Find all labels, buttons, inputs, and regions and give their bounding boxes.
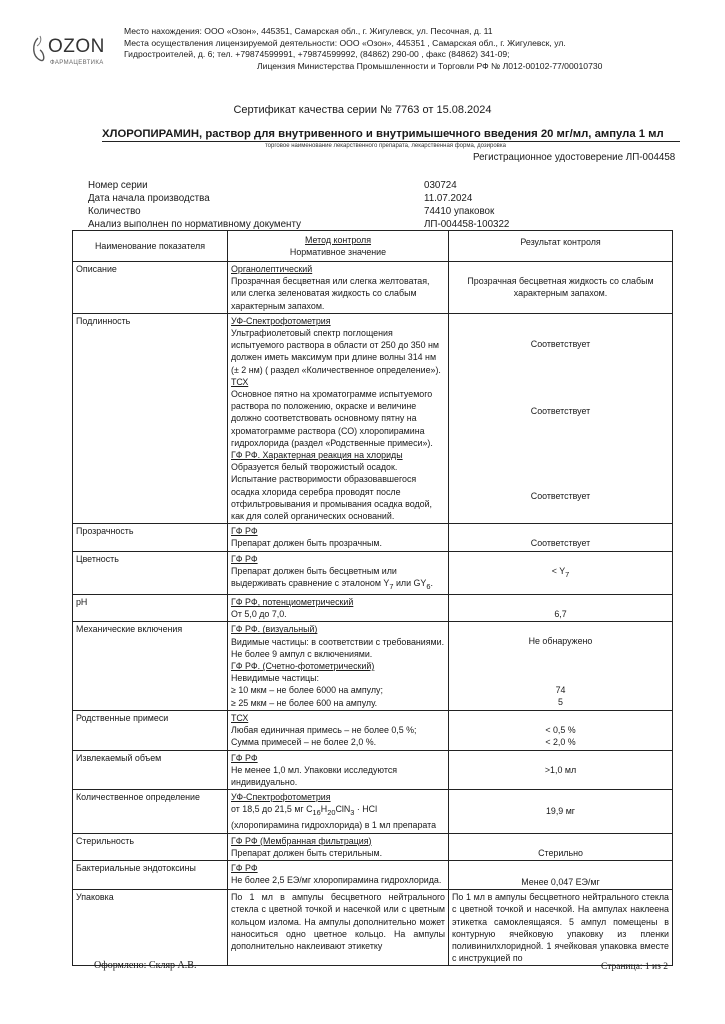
norm-text: Невидимые частицы: (231, 673, 319, 684)
row-result: Стерильно (449, 833, 673, 860)
norm-text: Не менее 1,0 мл. Упаковки исследуются индивидуально. (231, 764, 398, 787)
certificate-title: Сертификат качества серии № 7763 от 15.08.2024 (233, 104, 492, 116)
company-address-line2: Места осуществления лицензируемой деятельности: ООО «Озон», 445351 , Самарская обл., г. Жигулевск, ул. (124, 38, 566, 48)
row-result: 19,9 мг (449, 790, 673, 833)
norm-text: Не более 9 ампул с включениями. (231, 648, 373, 659)
method-label: УФ-Спектрофотометрия (231, 792, 331, 803)
row-method (228, 622, 449, 710)
row-method (228, 313, 449, 523)
norm-text: Видимые частицы: в соответствии с требованиями. (231, 636, 445, 647)
company-address-line3: Гидростроителей, д. 6; тел. +79874599991, +79874599992, (84862) 290-00 , факс (84862) 341-09; (124, 49, 510, 59)
batch-value: 030724 (424, 180, 457, 191)
table-row (73, 790, 673, 833)
row-name: pH (73, 595, 228, 622)
batch-value: 11.07.2024 (424, 193, 473, 204)
row-name: Описание (73, 262, 228, 314)
method-label: Органолептический (231, 264, 313, 274)
norm-text: По 1 мл в ампулы бесцветного нейтрального стекла с цветной точкой и насечкой или с цветным кольцом излома. На ампулы дополнительно может наноситься одно цветное кольцо. На ампулы дополнительно наклеивают этикетку (231, 892, 445, 951)
batch-value: 74410 упаковок (424, 206, 495, 217)
batch-label: Номер серии (88, 180, 148, 191)
norm-text: от 18,5 до 21,5 мг $C_{16}H_{20}ClN_3$ · HCl (231, 804, 378, 818)
norm-text: ≥ 10 мкм – не более 6000 на ампулу; (231, 685, 383, 696)
header-indicator: Наименование показателя (73, 231, 228, 262)
row-method (228, 833, 449, 860)
method-label: УФ-Спектрофотометрия (231, 315, 331, 326)
norm-text: Любая единичная примесь – не более 0,5 %; (231, 725, 417, 736)
table-row (73, 860, 673, 889)
norm-text: Препарат должен быть прозрачным. (231, 538, 382, 549)
batch-label: Дата начала производства (88, 193, 210, 204)
method-label: ГФ РФ, потенциометрический (231, 597, 354, 608)
registration-certificate: Регистрационное удостоверение ЛП-004458 (473, 152, 676, 163)
method-label: ГФ РФ (231, 526, 258, 537)
row-name: Стерильность (73, 833, 228, 860)
result-text: По 1 мл в ампулы бесцветного нейтрального стекла с цветной точкой и насечкой. На ампулах наклеена этикетка самоклеящаяся. 5 ампул помещены в контурную ячейковую упаковку из пленки поливинилхлоридной. 1 ячейковая упаковка вместе с инструкцией по (452, 892, 669, 964)
method-label: ГФ РФ (231, 862, 258, 873)
norm-text: Не более 2,5 ЕЭ/мг хлоропирамина гидрохлорида. (231, 875, 442, 886)
header-result: Результат контроля (449, 231, 673, 262)
norm-text: Ультрафиолетовый спектр поглощения испытуемого раствора в области от 250 до 350 нм должен иметь максимум при длине волны 314 нм (± 2 нм) ( раздел «Количественное определение»). (231, 328, 441, 375)
table-row (73, 524, 673, 551)
product-underline (102, 141, 680, 142)
row-name: Извлекаемый объем (73, 750, 228, 790)
row-result: < 0,5 % < 2,0 % (449, 710, 673, 750)
prepared-by: Оформлено: Скляр А.В. (94, 960, 197, 971)
method-label: ГФ РФ. (Счетно-фотометрический) (231, 661, 375, 672)
row-result: Соответствует (449, 524, 673, 551)
quality-table (72, 230, 673, 966)
product-caption: торговое наименование лекарственного препарата, лекарственная форма, дозировка (265, 143, 506, 149)
method-label: ТСХ (231, 376, 249, 387)
row-method (228, 860, 449, 889)
company-logo-subtitle: ФАРМАЦЕВТИКА (50, 60, 104, 66)
row-name: Количественное определение (73, 790, 228, 833)
norm-text: Сумма примесей – не более 2,0 %. (231, 737, 377, 748)
norm-text: Препарат должен быть бесцветным или выдерживать сравнение с эталоном $Y_7$ или $GY_6$. (231, 565, 433, 591)
row-method (228, 551, 449, 594)
table-row (73, 750, 673, 790)
table-row (73, 262, 673, 314)
table-row (73, 622, 673, 710)
row-result: < $Y_7$ (449, 551, 673, 594)
row-method (228, 710, 449, 750)
table-row (73, 833, 673, 860)
row-method (228, 790, 449, 833)
row-name: Подлинность (73, 313, 228, 523)
batch-label: Анализ выполнен по нормативному документу (88, 219, 301, 230)
header-method-line2: Нормативное значение (289, 247, 387, 257)
company-address-line1: Место нахождения: ООО «Озон», 445351, Самарская обл., г. Жигулевск, ул. Песочная, д. 11 (124, 26, 493, 36)
table-row (73, 595, 673, 622)
norm-text: ≥ 25 мкм – не более 600 на ампулу. (231, 697, 378, 708)
row-result: 6,7 (449, 595, 673, 622)
table-row (73, 313, 673, 523)
row-method (228, 595, 449, 622)
page-number: Страница: 1 из 2 (601, 962, 669, 972)
method-label: ТСХ (231, 712, 249, 723)
batch-value: ЛП-004458-100322 (424, 219, 510, 230)
product-title: ХЛОРОПИРАМИН, раствор для внутривенного и внутримышечного введения 20 мг/мл, ампула 1 мл (102, 128, 664, 140)
row-result: Соответствует Соответствует Соответствует (449, 313, 673, 523)
row-name: Бактериальные эндотоксины (73, 860, 228, 889)
row-result: Не обнаружено 74 5 (449, 622, 673, 710)
norm-text: (хлоропирамина гидрохлорида) в 1 мл препарата (231, 820, 437, 831)
row-method (228, 750, 449, 790)
row-result: Прозрачная бесцветная жидкость со слабым характерным запахом. (449, 262, 673, 314)
header-method-line1: Метод контроля (304, 235, 372, 245)
company-logo-text: OZON (48, 36, 105, 57)
method-label: ГФ РФ (Мембранная фильтрация) (231, 835, 372, 846)
row-result: >1,0 мл (449, 750, 673, 790)
row-result: Менее 0,047 ЕЭ/мг (449, 860, 673, 889)
table-row (73, 551, 673, 594)
company-license: Лицензия Министерства Промышленности и Торговли РФ № Л012-00102-77/00010730 (257, 61, 603, 71)
norm-text: Основное пятно на хроматограмме испытуемого раствора по положению, окраске и величине должно соответствовать основному пятну на хроматограмме раствора (СО) хлоропирамина гидрохлорида (раздел «Родственные примеси»). (231, 389, 433, 448)
method-label: ГФ РФ (231, 752, 258, 763)
row-result (449, 890, 673, 966)
row-name: Цветность (73, 551, 228, 594)
row-method (228, 890, 449, 966)
header-method (228, 231, 449, 262)
row-name: Упаковка (73, 890, 228, 966)
batch-label: Количество (88, 206, 141, 217)
table-row (73, 710, 673, 750)
norm-text: Препарат должен быть стерильным. (231, 847, 383, 858)
row-name: Прозрачность (73, 524, 228, 551)
row-name: Механические включения (73, 622, 228, 710)
table-row (73, 890, 673, 966)
row-method (228, 524, 449, 551)
norm-text: От 5,0 до 7,0. (231, 609, 287, 620)
table-header-row (73, 231, 673, 262)
row-name: Родственные примеси (73, 710, 228, 750)
method-label: ГФ РФ. Характерная реакция на хлориды (231, 450, 403, 461)
norm-text: Прозрачная бесцветная или слегка желтоватая, или слегка зеленоватая жидкость со слабым характерным запахом. (231, 276, 430, 311)
method-label: ГФ РФ (231, 553, 258, 564)
method-label: ГФ РФ. (визуальный) (231, 624, 318, 635)
norm-text: Образуется белый творожистый осадок. Испытание растворимости образовавшегося осадка хлорида серебра проводят после отфильтровывания и промывания осадка водой, как для солей органических оснований. (231, 462, 433, 522)
row-method (228, 262, 449, 314)
